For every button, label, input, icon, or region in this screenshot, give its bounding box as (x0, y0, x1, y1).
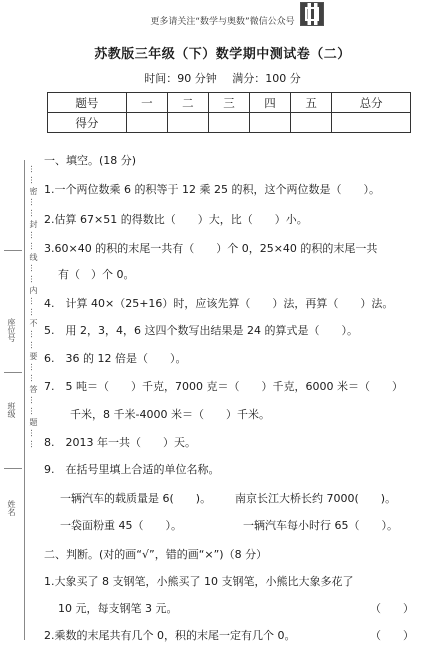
question-5: 5. 用 2，3，4，6 这四个数写出结果是 24 的算式是（ ）。 (44, 324, 358, 337)
question-3-line1: 3.60×40 的积的末尾一共有（ ）个 0，25×40 的积的末尾一共 (44, 242, 378, 255)
question-9-item-a: 一辆汽车的载质量是 6( )。 (60, 492, 212, 505)
name-label: 姓名 (7, 500, 16, 516)
binding-dots: ……密……封……线……内……不……要……答……题…… (29, 165, 38, 451)
question-7-line1: 7. 5 吨＝（ ）千克，7000 克＝（ ）千克，6000 米＝（ ） (44, 380, 403, 393)
table-row (48, 113, 411, 133)
score-input[interactable] (167, 113, 208, 133)
score-input[interactable] (126, 113, 167, 133)
table-cell: 五 (291, 93, 332, 113)
judge-answer-2[interactable]: （ ） (370, 629, 414, 642)
time-label: 时间：90 分钟 (144, 72, 217, 85)
seat-label: 座位号 (7, 318, 16, 342)
question-1: 1.一个两位数乘 6 的积等于 12 乘 25 的积，这个两位数是（ ）。 (44, 183, 380, 196)
table-cell: 得分 (48, 113, 127, 133)
table-cell: 三 (208, 93, 249, 113)
table-cell: 题号 (48, 93, 127, 113)
judge-question-2: 2.乘数的末尾共有几个 0，积的末尾一定有几个 0。 (44, 629, 296, 642)
score-label: 满分：100 分 (232, 72, 301, 85)
score-input[interactable] (250, 113, 291, 133)
question-6: 6. 36 的 12 倍是（ ）。 (44, 352, 187, 365)
score-table (47, 92, 411, 133)
score-input[interactable] (208, 113, 249, 133)
table-cell: 二 (167, 93, 208, 113)
score-input[interactable] (291, 113, 332, 133)
qr-code-icon (300, 2, 324, 26)
section-heading-judge: 二、判断。(对的画“√”，错的画“×”)（8 分） (44, 548, 268, 561)
question-7-line2: 千米，8 千米-4000 米＝（ ）千米。 (70, 408, 270, 421)
question-3-line2: 有（ ）个 0。 (58, 268, 135, 281)
class-underline (4, 372, 22, 373)
judge-question-1-line1: 1.大象买了 8 支钢笔，小熊买了 10 支钢笔，小熊比大象多花了 (44, 575, 354, 588)
question-9: 9. 在括号里填上合适的单位名称。 (44, 463, 220, 476)
question-8: 8. 2013 年一共（ ）天。 (44, 436, 196, 449)
judge-question-1-line2: 10 元，每支钢笔 3 元。 (58, 602, 178, 615)
name-underline (4, 468, 22, 469)
section-heading-fill: 一、填空。(18 分) (44, 154, 137, 167)
class-label: 班级 (7, 402, 16, 418)
score-input[interactable] (332, 113, 411, 133)
exam-meta (0, 70, 445, 86)
table-row (48, 93, 411, 113)
question-4: 4. 计算 40×（25+16）时，应该先算（ ）法，再算（ ）法。 (44, 297, 394, 310)
table-cell: 四 (250, 93, 291, 113)
binding-line (24, 160, 25, 640)
seat-underline (4, 250, 22, 251)
table-cell: 总分 (332, 93, 411, 113)
question-9-item-b: 南京长江大桥长约 7000( )。 (235, 492, 397, 505)
page-title: 苏教版三年级（下）数学期中测试卷（二） (94, 47, 351, 62)
judge-answer-1[interactable]: （ ） (370, 602, 414, 615)
question-9-item-d: 一辆汽车每小时行 65（ ）。 (243, 519, 398, 532)
question-2: 2.估算 67×51 的得数比（ ）大，比（ ）小。 (44, 213, 308, 226)
table-cell: 一 (126, 93, 167, 113)
promo-text: 更多请关注“数学与奥数”微信公众号 (150, 17, 295, 27)
question-9-item-c: 一袋面粉重 45（ ）。 (60, 519, 182, 532)
